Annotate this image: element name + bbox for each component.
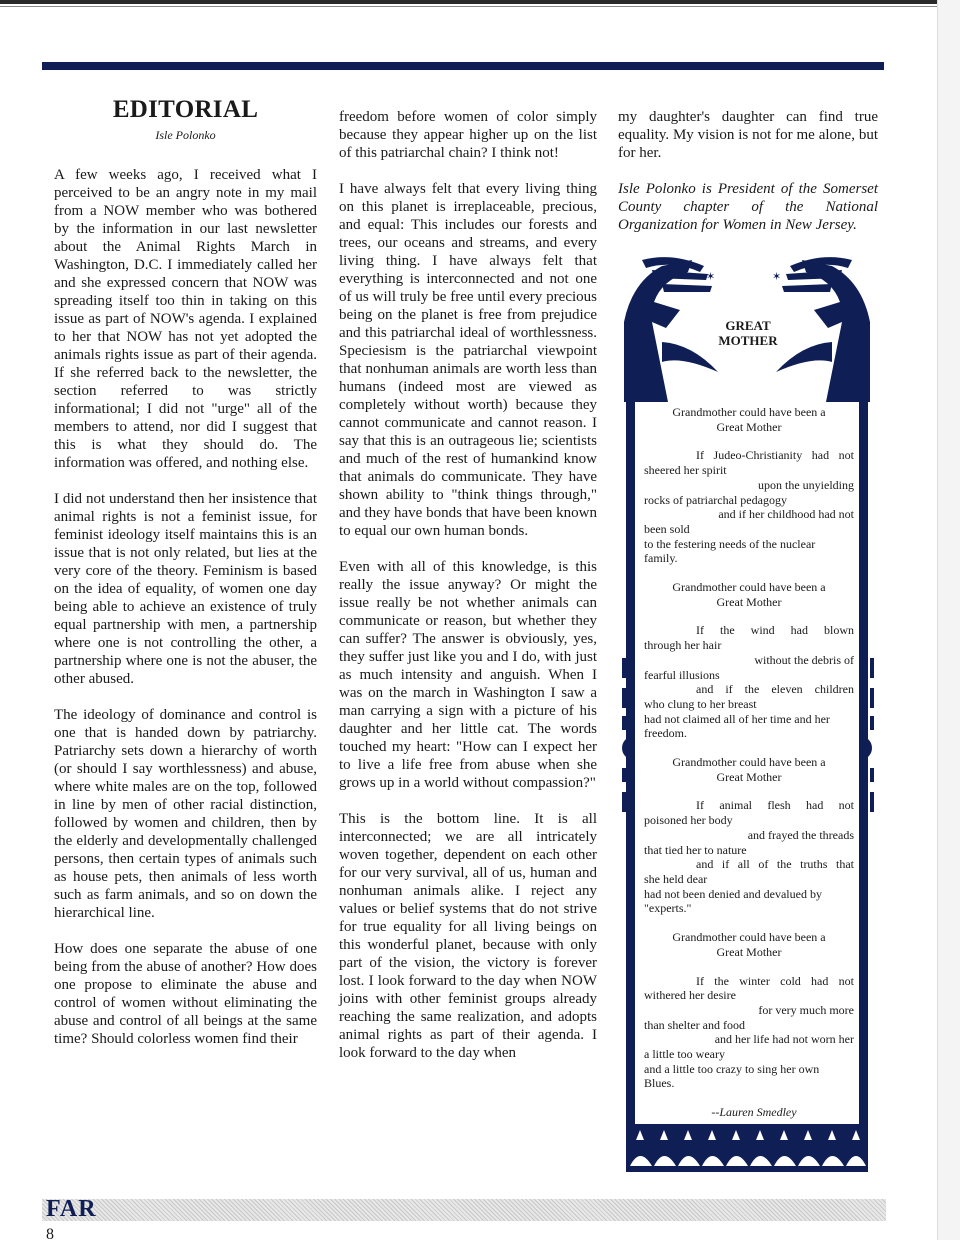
svg-text:✶: ✶ [772,271,782,283]
poem-line: had not been denied and devalued by [644,886,822,901]
poem-line: and her life had not worn her [714,1032,854,1047]
poem-line: freedom. [644,726,687,741]
refrain: Great Mother [716,769,782,784]
poem-line: for very much more [758,1002,854,1017]
poem-line: a little too weary [644,1047,725,1062]
paragraph: I did not understand then her insistence that animal rights is not a feminist issue, for feminist ideology itself maintains this is an issue that is not only related, but lies at the very core of the theory. Feminism is based on the idea of equality, of women one day being able to achieve an existence of truly equal partnership with men, a partnership where one is not controlling the other, a partnership where one is not the abuser, the other abused. [54,491,317,687]
poem-line: poisoned her body [644,813,733,828]
refrain: Grandmother could have been a [672,930,826,945]
editorial-title: EDITORIAL [112,96,259,123]
page-number: 8 [46,1226,54,1243]
refrain: Great Mother [716,594,782,609]
poem-text [644,405,854,1120]
poem-line: than shelter and food [644,1017,745,1032]
refrain: Grandmother could have been a [672,755,826,770]
refrain: Grandmother could have been a [672,405,826,419]
footer-logo: FAR [46,1196,97,1222]
poem-line: family. [644,551,678,566]
editorial-author: Isle Polonko [155,128,216,142]
refrain: Great Mother [716,419,782,434]
paragraph: I have always felt that every living thing on this planet is irreplaceable, precious, and equal: This includes our forests and trees, our oceans and streams, and every living thing. I have always felt that everything is interconnected and not one of us will truly be free until every precious being on the planet is free from prejudice and this patriarchal ideal of worthlessness. Speciesism is the patriarchal viewpoint that nonhuman animals are worth less than humans (indeed most are viewed as completely without worth) because they cannot communicate and cannot reason. I say that this is an outrageous lie; scientists and much of the rest of humankind know that animals do communicate. They have shown ability to "think things through," and they have bonds that have been known to equal our own human bonds. [339,181,597,539]
refrain: Great Mother [716,944,782,959]
paragraph: This is the bottom line. It is all interconnected; we are all intricately woven together, dependent on each other for our very survival, all of us, human and nonhuman animals alike. I reject any values or belief systems that do not strive for true equality for all living beings on this wonderful planet, because with only part of the vision, the victory is forever lost. I look forward to the day when NOW joins with other feminist groups already reaching the same realization, and adopts animal rights as part of their agenda. I look forward to the day when [339,811,597,1061]
left-ornament [620,652,634,812]
poem-line: If the wind had blown [696,623,854,638]
paragraph: Even with all of this knowledge, is this really the issue anyway? Or might the issue really be not whether animals can communicate or reason, but whether they can suffer? The answer is obviously, yes, they suffer just like you and I do, with just as much intensity and anguish. When I was on the march in Washington I saw a man carrying a sign with a picture of his daughter and her little cat. The words touched my heart: "How can I expect her to live a life free from abuse when she grows up in a world without compassion?" [339,559,597,791]
poem-line: she held dear [644,871,708,886]
footer-band [42,1199,886,1221]
poem-line: rocks of patriarchal pedagogy [644,492,787,507]
column-2 [339,108,597,1080]
poem-line: who clung to her breast [644,696,757,711]
paragraph: How does one separate the abuse of one being from the abuse of another? How does one propose to eliminate the abuse and control of women without eliminating the abuse and control of all beings at the same time? Should colorless women find their [54,941,317,1047]
refrain: Grandmother could have been a [672,580,826,595]
poem-box [622,252,872,1172]
poem-line: through her hair [644,638,722,653]
right-ornament [860,652,876,812]
poem-line: Blues. [644,1076,675,1091]
poem-line: without the debris of [754,652,854,667]
poem-line: sheered her spirit [644,463,727,478]
scan-top-line [0,0,960,4]
poem-line: had not claimed all of her time and her [644,711,830,726]
poem-line: to the festering needs of the nuclear [644,536,816,551]
poem-author: --Lauren Smedley [711,1105,797,1120]
poem-line: "experts." [644,901,692,916]
poem-line: upon the unyielding [758,477,854,492]
poem-line: that tied her to nature [644,842,747,857]
column-3 [618,108,878,252]
poem-line: and a little too crazy to sing her own [644,1061,820,1076]
paragraph: A few weeks ago, I received what I perceived to be an angry note in my mail from a NOW member who was bothered by the information in our last newsletter about the Animal Rights March in Washington, D.C. I immediately called her and she expressed concern that NOW was spreading itself too thin in taking on this issue as part of NOW's agenda. I explained to her that NOW has not yet adopted the animals rights issue as part of their agenda. If she referred back to the newsletter, the section referred to was strictly informational; I did not "urge" all of the members to attend, nor did I suggest that this is what they should do. The information was offered, and nothing else. [54,167,317,471]
poem-line: and frayed the threads [747,827,854,842]
svg-text:✶: ✶ [706,271,716,283]
author-bio: Isle Polonko is President of the Somerset County chapter of the National Organization for Women in New Jersey. [618,181,878,233]
poem-line: fearful illusions [644,667,720,682]
scan-right-edge [937,0,960,1240]
paragraph: freedom before women of color simply because they appear higher up on the list of this patriarchal chain? I think not! [339,109,597,161]
poem-bottom-border [626,1124,868,1172]
paragraph: my daughter's daughter can find true equality. My vision is not for me alone, but for her. [618,109,878,161]
poem-line: and if her childhood had not [718,507,854,522]
scan-top-line-thin [0,6,960,7]
poem-line: If the winter cold had not [696,973,854,988]
poem-header: GREAT MOTHER [718,318,778,348]
paragraph: The ideology of dominance and control is one that is handed down by patriarchy. Patriarchy sets down a hierarchy of worth (or should I say worthlessness) and abuse, where white males are on the top, followed in line by men of other racial distinction, followed by women and children, then by the elderly and developmentally challenged persons, then certain types of animals such as house pets, then animals of less worth such as farm animals, and so on down the hierarchical line. [54,707,317,921]
poem-line: If animal flesh had not [696,798,854,813]
header-rule [42,62,884,70]
poem-line: and if the eleven children [696,682,854,697]
column-1 [54,96,317,1066]
poem-line: and if all of the truths that [696,857,854,872]
poem-line: If Judeo-Christianity had not [696,448,854,463]
poem-line: withered her desire [644,988,736,1003]
poem-line: been sold [644,521,690,536]
